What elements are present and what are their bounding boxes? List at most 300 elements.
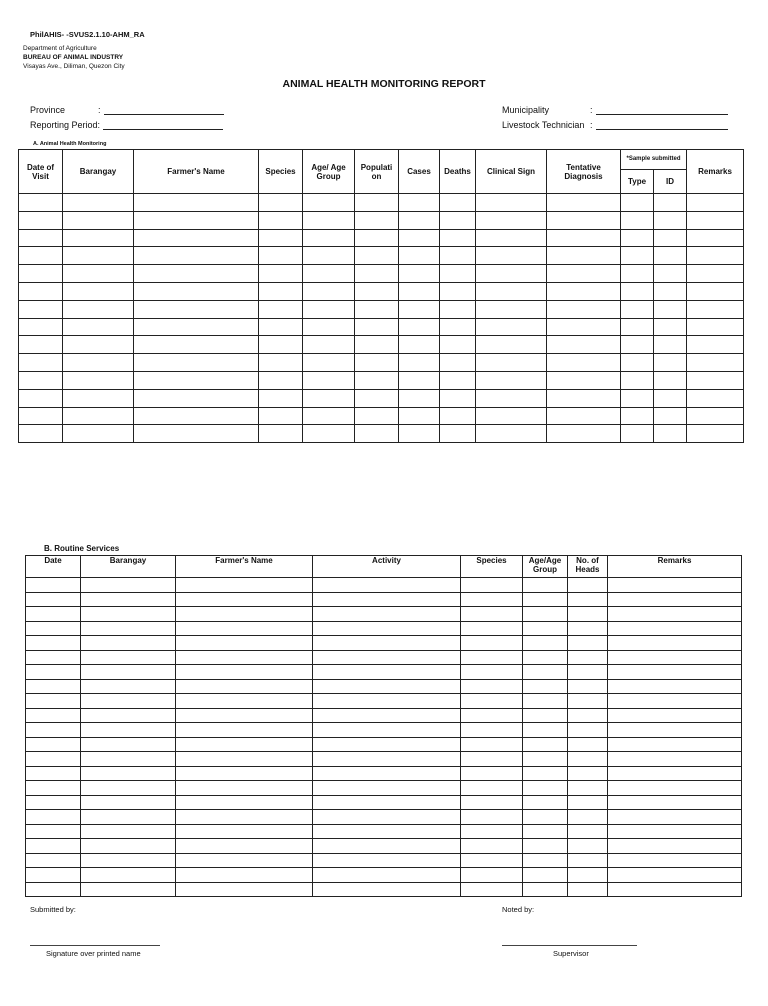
table-cell[interactable] xyxy=(355,194,399,212)
table-cell[interactable] xyxy=(654,300,687,318)
table-cell[interactable] xyxy=(176,781,313,796)
table-cell[interactable] xyxy=(476,371,547,389)
table-cell[interactable] xyxy=(19,194,63,212)
table-cell[interactable] xyxy=(26,882,81,897)
table-cell[interactable] xyxy=(608,868,742,883)
table-cell[interactable] xyxy=(176,578,313,593)
table-cell[interactable] xyxy=(19,407,63,425)
table-cell[interactable] xyxy=(621,265,654,283)
table-cell[interactable] xyxy=(81,592,176,607)
table-cell[interactable] xyxy=(621,229,654,247)
table-cell[interactable] xyxy=(81,708,176,723)
table-cell[interactable] xyxy=(26,868,81,883)
table-cell[interactable] xyxy=(568,868,608,883)
table-cell[interactable] xyxy=(461,650,523,665)
table-cell[interactable] xyxy=(26,679,81,694)
table-cell[interactable] xyxy=(81,694,176,709)
table-cell[interactable] xyxy=(313,592,461,607)
table-cell[interactable] xyxy=(81,882,176,897)
table-cell[interactable] xyxy=(621,318,654,336)
table-cell[interactable] xyxy=(608,824,742,839)
table-cell[interactable] xyxy=(19,211,63,229)
table-cell[interactable] xyxy=(461,708,523,723)
table-cell[interactable] xyxy=(523,650,568,665)
province-input-line[interactable] xyxy=(104,104,224,115)
table-cell[interactable] xyxy=(399,371,440,389)
table-cell[interactable] xyxy=(461,882,523,897)
table-cell[interactable] xyxy=(461,621,523,636)
table-cell[interactable] xyxy=(547,194,621,212)
table-cell[interactable] xyxy=(523,824,568,839)
table-cell[interactable] xyxy=(608,636,742,651)
table-cell[interactable] xyxy=(568,882,608,897)
table-cell[interactable] xyxy=(687,371,744,389)
table-cell[interactable] xyxy=(19,389,63,407)
table-cell[interactable] xyxy=(621,336,654,354)
table-cell[interactable] xyxy=(355,371,399,389)
table-cell[interactable] xyxy=(313,853,461,868)
table-cell[interactable] xyxy=(63,354,134,372)
table-cell[interactable] xyxy=(313,636,461,651)
table-cell[interactable] xyxy=(399,300,440,318)
table-cell[interactable] xyxy=(176,839,313,854)
table-cell[interactable] xyxy=(687,211,744,229)
table-cell[interactable] xyxy=(476,407,547,425)
table-cell[interactable] xyxy=(440,336,476,354)
table-cell[interactable] xyxy=(313,737,461,752)
table-cell[interactable] xyxy=(81,839,176,854)
table-cell[interactable] xyxy=(176,694,313,709)
table-cell[interactable] xyxy=(355,211,399,229)
table-cell[interactable] xyxy=(63,300,134,318)
table-cell[interactable] xyxy=(259,229,303,247)
table-cell[interactable] xyxy=(461,723,523,738)
table-cell[interactable] xyxy=(523,839,568,854)
table-cell[interactable] xyxy=(303,354,355,372)
table-cell[interactable] xyxy=(608,853,742,868)
table-cell[interactable] xyxy=(303,371,355,389)
noted-signature-line[interactable] xyxy=(502,945,637,946)
table-cell[interactable] xyxy=(81,723,176,738)
table-cell[interactable] xyxy=(523,636,568,651)
table-cell[interactable] xyxy=(399,336,440,354)
table-cell[interactable] xyxy=(26,766,81,781)
table-cell[interactable] xyxy=(440,247,476,265)
table-cell[interactable] xyxy=(81,824,176,839)
table-cell[interactable] xyxy=(476,300,547,318)
table-cell[interactable] xyxy=(461,868,523,883)
table-cell[interactable] xyxy=(63,247,134,265)
table-cell[interactable] xyxy=(176,723,313,738)
table-cell[interactable] xyxy=(81,795,176,810)
table-cell[interactable] xyxy=(19,371,63,389)
table-cell[interactable] xyxy=(81,621,176,636)
table-cell[interactable] xyxy=(461,839,523,854)
table-cell[interactable] xyxy=(523,592,568,607)
table-cell[interactable] xyxy=(26,810,81,825)
table-cell[interactable] xyxy=(568,650,608,665)
table-cell[interactable] xyxy=(523,752,568,767)
table-cell[interactable] xyxy=(26,781,81,796)
table-cell[interactable] xyxy=(19,425,63,443)
table-cell[interactable] xyxy=(313,810,461,825)
table-cell[interactable] xyxy=(303,211,355,229)
table-cell[interactable] xyxy=(461,607,523,622)
table-cell[interactable] xyxy=(26,592,81,607)
table-cell[interactable] xyxy=(608,752,742,767)
table-cell[interactable] xyxy=(654,211,687,229)
table-cell[interactable] xyxy=(399,389,440,407)
table-cell[interactable] xyxy=(176,824,313,839)
table-cell[interactable] xyxy=(313,882,461,897)
table-cell[interactable] xyxy=(355,265,399,283)
table-cell[interactable] xyxy=(523,665,568,680)
table-cell[interactable] xyxy=(81,607,176,622)
table-cell[interactable] xyxy=(259,336,303,354)
table-cell[interactable] xyxy=(26,723,81,738)
table-cell[interactable] xyxy=(523,679,568,694)
table-cell[interactable] xyxy=(523,781,568,796)
table-cell[interactable] xyxy=(608,621,742,636)
table-cell[interactable] xyxy=(440,194,476,212)
table-cell[interactable] xyxy=(476,194,547,212)
table-cell[interactable] xyxy=(440,300,476,318)
table-cell[interactable] xyxy=(654,336,687,354)
table-cell[interactable] xyxy=(523,607,568,622)
table-cell[interactable] xyxy=(259,318,303,336)
table-cell[interactable] xyxy=(440,371,476,389)
table-cell[interactable] xyxy=(654,282,687,300)
table-cell[interactable] xyxy=(568,665,608,680)
table-cell[interactable] xyxy=(399,282,440,300)
table-cell[interactable] xyxy=(303,247,355,265)
table-cell[interactable] xyxy=(259,371,303,389)
table-cell[interactable] xyxy=(608,694,742,709)
table-cell[interactable] xyxy=(608,665,742,680)
table-cell[interactable] xyxy=(608,737,742,752)
table-cell[interactable] xyxy=(176,665,313,680)
table-cell[interactable] xyxy=(547,371,621,389)
table-cell[interactable] xyxy=(259,425,303,443)
table-cell[interactable] xyxy=(81,766,176,781)
table-cell[interactable] xyxy=(654,247,687,265)
table-cell[interactable] xyxy=(547,389,621,407)
table-cell[interactable] xyxy=(608,607,742,622)
table-cell[interactable] xyxy=(621,354,654,372)
table-cell[interactable] xyxy=(608,882,742,897)
table-cell[interactable] xyxy=(134,425,259,443)
table-cell[interactable] xyxy=(621,194,654,212)
table-cell[interactable] xyxy=(26,708,81,723)
table-cell[interactable] xyxy=(176,737,313,752)
table-cell[interactable] xyxy=(476,282,547,300)
table-cell[interactable] xyxy=(355,354,399,372)
table-cell[interactable] xyxy=(399,425,440,443)
table-cell[interactable] xyxy=(476,354,547,372)
table-cell[interactable] xyxy=(63,336,134,354)
table-cell[interactable] xyxy=(568,708,608,723)
table-cell[interactable] xyxy=(687,282,744,300)
table-cell[interactable] xyxy=(687,265,744,283)
table-cell[interactable] xyxy=(608,766,742,781)
table-cell[interactable] xyxy=(687,247,744,265)
table-cell[interactable] xyxy=(547,354,621,372)
table-cell[interactable] xyxy=(461,810,523,825)
table-cell[interactable] xyxy=(26,636,81,651)
table-cell[interactable] xyxy=(81,679,176,694)
table-cell[interactable] xyxy=(399,354,440,372)
table-cell[interactable] xyxy=(26,650,81,665)
table-cell[interactable] xyxy=(355,425,399,443)
table-cell[interactable] xyxy=(440,282,476,300)
table-cell[interactable] xyxy=(63,211,134,229)
table-cell[interactable] xyxy=(547,407,621,425)
table-cell[interactable] xyxy=(313,868,461,883)
table-cell[interactable] xyxy=(313,621,461,636)
table-cell[interactable] xyxy=(654,194,687,212)
table-cell[interactable] xyxy=(461,636,523,651)
table-cell[interactable] xyxy=(355,282,399,300)
table-cell[interactable] xyxy=(355,229,399,247)
table-cell[interactable] xyxy=(134,407,259,425)
table-cell[interactable] xyxy=(134,300,259,318)
table-cell[interactable] xyxy=(608,650,742,665)
table-cell[interactable] xyxy=(608,723,742,738)
table-cell[interactable] xyxy=(523,868,568,883)
table-cell[interactable] xyxy=(568,679,608,694)
table-cell[interactable] xyxy=(63,282,134,300)
table-cell[interactable] xyxy=(523,723,568,738)
table-cell[interactable] xyxy=(313,679,461,694)
table-cell[interactable] xyxy=(19,300,63,318)
table-cell[interactable] xyxy=(313,723,461,738)
table-cell[interactable] xyxy=(621,425,654,443)
table-cell[interactable] xyxy=(687,194,744,212)
reporting-period-input-line[interactable] xyxy=(103,119,223,130)
table-cell[interactable] xyxy=(523,694,568,709)
table-cell[interactable] xyxy=(313,665,461,680)
table-cell[interactable] xyxy=(313,578,461,593)
table-cell[interactable] xyxy=(313,766,461,781)
table-cell[interactable] xyxy=(63,318,134,336)
table-cell[interactable] xyxy=(523,621,568,636)
table-cell[interactable] xyxy=(687,300,744,318)
technician-input-line[interactable] xyxy=(596,119,728,130)
table-cell[interactable] xyxy=(621,282,654,300)
table-cell[interactable] xyxy=(63,194,134,212)
table-cell[interactable] xyxy=(523,882,568,897)
table-cell[interactable] xyxy=(26,824,81,839)
table-cell[interactable] xyxy=(568,824,608,839)
table-cell[interactable] xyxy=(26,578,81,593)
table-cell[interactable] xyxy=(134,371,259,389)
table-cell[interactable] xyxy=(313,781,461,796)
table-cell[interactable] xyxy=(176,766,313,781)
table-cell[interactable] xyxy=(476,211,547,229)
table-cell[interactable] xyxy=(461,824,523,839)
table-cell[interactable] xyxy=(440,407,476,425)
table-cell[interactable] xyxy=(355,318,399,336)
table-cell[interactable] xyxy=(19,229,63,247)
table-cell[interactable] xyxy=(568,781,608,796)
table-cell[interactable] xyxy=(654,318,687,336)
table-cell[interactable] xyxy=(687,336,744,354)
table-cell[interactable] xyxy=(621,389,654,407)
table-cell[interactable] xyxy=(547,211,621,229)
table-cell[interactable] xyxy=(176,679,313,694)
table-cell[interactable] xyxy=(621,371,654,389)
table-cell[interactable] xyxy=(303,229,355,247)
table-cell[interactable] xyxy=(523,578,568,593)
table-cell[interactable] xyxy=(621,407,654,425)
table-cell[interactable] xyxy=(523,766,568,781)
table-cell[interactable] xyxy=(608,810,742,825)
table-cell[interactable] xyxy=(654,407,687,425)
table-cell[interactable] xyxy=(81,781,176,796)
table-cell[interactable] xyxy=(568,853,608,868)
table-cell[interactable] xyxy=(568,694,608,709)
table-cell[interactable] xyxy=(313,694,461,709)
table-cell[interactable] xyxy=(440,211,476,229)
table-cell[interactable] xyxy=(303,194,355,212)
table-cell[interactable] xyxy=(440,389,476,407)
table-cell[interactable] xyxy=(26,752,81,767)
table-cell[interactable] xyxy=(303,389,355,407)
table-cell[interactable] xyxy=(176,621,313,636)
table-cell[interactable] xyxy=(461,592,523,607)
table-cell[interactable] xyxy=(523,795,568,810)
table-cell[interactable] xyxy=(399,318,440,336)
table-cell[interactable] xyxy=(134,211,259,229)
table-cell[interactable] xyxy=(568,839,608,854)
table-cell[interactable] xyxy=(259,407,303,425)
table-cell[interactable] xyxy=(399,407,440,425)
table-cell[interactable] xyxy=(687,425,744,443)
table-cell[interactable] xyxy=(687,318,744,336)
table-cell[interactable] xyxy=(355,336,399,354)
table-cell[interactable] xyxy=(461,679,523,694)
table-cell[interactable] xyxy=(134,229,259,247)
table-cell[interactable] xyxy=(568,592,608,607)
table-cell[interactable] xyxy=(259,247,303,265)
table-cell[interactable] xyxy=(523,708,568,723)
table-cell[interactable] xyxy=(547,229,621,247)
table-cell[interactable] xyxy=(476,336,547,354)
table-cell[interactable] xyxy=(26,853,81,868)
table-cell[interactable] xyxy=(440,265,476,283)
table-cell[interactable] xyxy=(176,607,313,622)
table-cell[interactable] xyxy=(568,795,608,810)
table-cell[interactable] xyxy=(476,265,547,283)
table-cell[interactable] xyxy=(547,282,621,300)
table-cell[interactable] xyxy=(81,752,176,767)
table-cell[interactable] xyxy=(134,247,259,265)
table-cell[interactable] xyxy=(303,407,355,425)
table-cell[interactable] xyxy=(547,247,621,265)
table-cell[interactable] xyxy=(461,766,523,781)
table-cell[interactable] xyxy=(26,737,81,752)
table-cell[interactable] xyxy=(355,247,399,265)
table-cell[interactable] xyxy=(461,665,523,680)
table-cell[interactable] xyxy=(176,708,313,723)
table-cell[interactable] xyxy=(461,578,523,593)
table-cell[interactable] xyxy=(313,708,461,723)
table-cell[interactable] xyxy=(399,229,440,247)
table-cell[interactable] xyxy=(176,650,313,665)
table-cell[interactable] xyxy=(547,318,621,336)
table-cell[interactable] xyxy=(26,665,81,680)
table-cell[interactable] xyxy=(81,578,176,593)
table-cell[interactable] xyxy=(63,229,134,247)
table-cell[interactable] xyxy=(547,336,621,354)
table-cell[interactable] xyxy=(547,265,621,283)
table-cell[interactable] xyxy=(461,694,523,709)
table-cell[interactable] xyxy=(568,636,608,651)
table-cell[interactable] xyxy=(259,282,303,300)
table-cell[interactable] xyxy=(568,752,608,767)
table-cell[interactable] xyxy=(608,795,742,810)
table-cell[interactable] xyxy=(461,752,523,767)
table-cell[interactable] xyxy=(134,265,259,283)
table-cell[interactable] xyxy=(81,737,176,752)
table-cell[interactable] xyxy=(63,389,134,407)
table-cell[interactable] xyxy=(19,265,63,283)
table-cell[interactable] xyxy=(355,407,399,425)
table-cell[interactable] xyxy=(461,853,523,868)
table-cell[interactable] xyxy=(259,265,303,283)
table-cell[interactable] xyxy=(303,425,355,443)
table-cell[interactable] xyxy=(26,839,81,854)
table-cell[interactable] xyxy=(568,810,608,825)
table-cell[interactable] xyxy=(654,265,687,283)
table-cell[interactable] xyxy=(399,265,440,283)
table-cell[interactable] xyxy=(461,781,523,796)
table-cell[interactable] xyxy=(134,354,259,372)
table-cell[interactable] xyxy=(523,853,568,868)
table-cell[interactable] xyxy=(259,300,303,318)
table-cell[interactable] xyxy=(176,636,313,651)
table-cell[interactable] xyxy=(81,665,176,680)
table-cell[interactable] xyxy=(176,592,313,607)
table-cell[interactable] xyxy=(568,723,608,738)
table-cell[interactable] xyxy=(313,752,461,767)
table-cell[interactable] xyxy=(608,578,742,593)
table-cell[interactable] xyxy=(687,229,744,247)
table-cell[interactable] xyxy=(313,650,461,665)
table-cell[interactable] xyxy=(134,194,259,212)
table-cell[interactable] xyxy=(19,282,63,300)
table-cell[interactable] xyxy=(81,810,176,825)
table-cell[interactable] xyxy=(608,708,742,723)
table-cell[interactable] xyxy=(399,194,440,212)
table-cell[interactable] xyxy=(176,752,313,767)
table-cell[interactable] xyxy=(687,389,744,407)
table-cell[interactable] xyxy=(81,636,176,651)
table-cell[interactable] xyxy=(476,425,547,443)
table-cell[interactable] xyxy=(26,607,81,622)
table-cell[interactable] xyxy=(476,229,547,247)
table-cell[interactable] xyxy=(399,247,440,265)
table-cell[interactable] xyxy=(313,839,461,854)
table-cell[interactable] xyxy=(259,354,303,372)
table-cell[interactable] xyxy=(81,853,176,868)
table-cell[interactable] xyxy=(608,592,742,607)
table-cell[interactable] xyxy=(63,265,134,283)
table-cell[interactable] xyxy=(568,578,608,593)
table-cell[interactable] xyxy=(687,407,744,425)
table-cell[interactable] xyxy=(26,795,81,810)
table-cell[interactable] xyxy=(259,389,303,407)
